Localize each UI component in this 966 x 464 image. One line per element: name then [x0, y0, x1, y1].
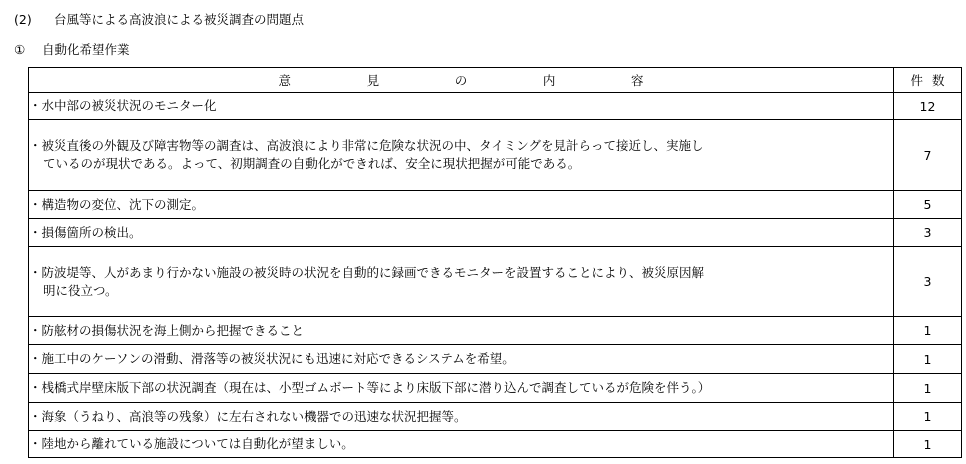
- subsection-heading: [14, 42, 130, 58]
- opinion-cell: [29, 431, 894, 458]
- table-row: [29, 431, 962, 458]
- opinion-cell: [29, 93, 894, 120]
- opinion-cell: [29, 247, 894, 317]
- opinion-text: ・桟橋式岸壁床版下部の状況調査（現在は、小型ゴムボート等により床版下部に潜り込んで調査しているが危険を伴う。）: [29, 380, 711, 395]
- count-cell: 7: [894, 120, 962, 191]
- header-char: 数: [931, 73, 945, 88]
- section-title: 台風等による高波浪による被災調査の問題点: [54, 12, 305, 27]
- table-header-row: [29, 68, 962, 93]
- header-char: 内: [542, 73, 556, 88]
- opinion-cell: [29, 345, 894, 374]
- header-char: 意: [278, 73, 292, 88]
- count-cell: 3: [894, 247, 962, 317]
- opinion-cell: [29, 374, 894, 403]
- count-cell: 1: [894, 431, 962, 458]
- count-cell: 3: [894, 219, 962, 247]
- table-row: [29, 219, 962, 247]
- opinion-cell: [29, 120, 894, 191]
- section-heading: [14, 12, 304, 28]
- count-column-header: [894, 68, 962, 93]
- subsection-number: ①: [14, 42, 26, 57]
- opinion-text: ・構造物の変位、沈下の測定。: [29, 196, 205, 212]
- opinion-text: ・被災直後の外観及び障害物等の調査は、高波浪により非常に危険な状況の中、タイミングを見計らって接近し、実施し: [29, 138, 704, 153]
- count-cell: 1: [894, 374, 962, 403]
- count-cell: 1: [894, 345, 962, 374]
- opinion-text: ・水中部の被災状況のモニター化: [29, 98, 217, 113]
- opinion-text: ・損傷箇所の検出。: [29, 224, 142, 240]
- count-cell: 1: [894, 403, 962, 431]
- header-char: 件: [910, 73, 924, 88]
- table-row: [29, 247, 962, 317]
- opinion-cell: [29, 219, 894, 247]
- header-char: 容: [630, 73, 644, 88]
- opinion-text: ・施工中のケーソンの滑動、滑落等の被災状況にも迅速に対応できるシステムを希望。: [29, 351, 515, 366]
- opinion-cell: [29, 403, 894, 431]
- table-row: [29, 403, 962, 431]
- subsection-title: 自動化希望作業: [42, 42, 130, 57]
- count-cell: 5: [894, 191, 962, 219]
- table-row: [29, 317, 962, 345]
- table-row: [29, 374, 962, 403]
- opinion-text-continued: ているのが現状である。よって、初期調査の自動化ができれば、安全に現状把握が可能である。: [43, 156, 581, 171]
- opinion-text: ・防波堤等、人があまり行かない施設の被災時の状況を自動的に録画できるモニターを設置することにより、被災原因解: [29, 264, 705, 280]
- section-number: (2): [14, 12, 32, 27]
- opinion-cell: [29, 191, 894, 219]
- opinion-text: ・陸地から離れている施設については自動化が望ましい。: [29, 436, 354, 451]
- header-char: の: [454, 73, 468, 88]
- header-char: 見: [366, 73, 380, 88]
- opinion-cell: [29, 317, 894, 345]
- opinion-text: ・海象（うねり、高浪等の残象）に左右されない機器での迅速な状況把握等。: [29, 408, 467, 424]
- table-row: [29, 93, 962, 120]
- opinion-text: ・防舷材の損傷状況を海上側から把握できること: [29, 322, 305, 338]
- count-cell: 1: [894, 317, 962, 345]
- table-row: [29, 191, 962, 219]
- count-cell: 12: [894, 93, 962, 120]
- table-row: [29, 345, 962, 374]
- table-row: [29, 120, 962, 191]
- opinions-table: [28, 67, 962, 458]
- opinion-column-header: [29, 68, 894, 93]
- opinion-text-continued: 明に役立つ。: [43, 282, 118, 298]
